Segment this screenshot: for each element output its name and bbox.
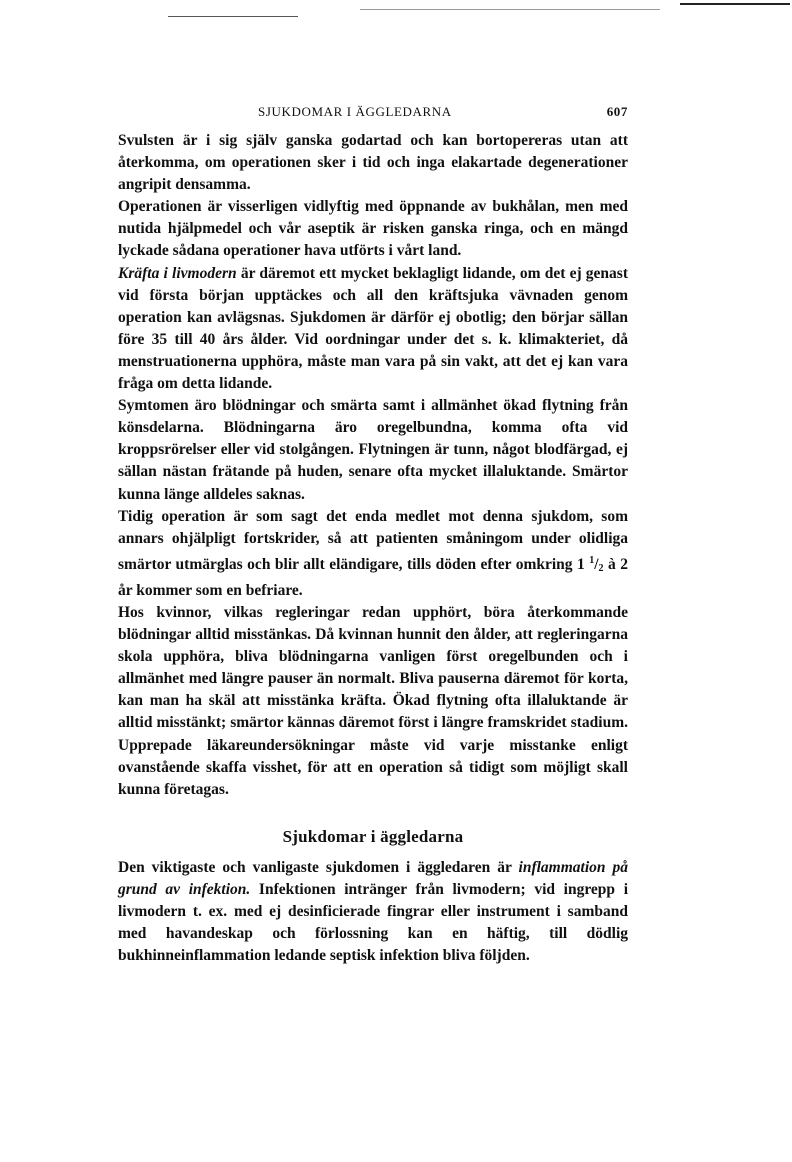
paragraph: [118, 857, 628, 967]
text-segment: 1: [589, 554, 595, 566]
text-segment: Operationen är visserligen vidlyftig med öppnande av bukhålan, men med nutida hjälpmedel och vår aseptik är risken ganska ringa, och en mängd lyckade sådana operationer hava utförts i vårt land.: [118, 198, 628, 260]
paragraph: [118, 263, 628, 396]
book-page: [118, 100, 628, 967]
paragraph: [118, 196, 628, 262]
scan-artifact-line: [168, 16, 298, 17]
page-number: 607: [606, 104, 628, 119]
text-segment: Tidig operation är som sagt det enda medlet mot denna sjukdom, som annars ohjälpligt fortskrider, så att patienten småningom under olidliga smärtor utmärglas och blir allt eländigare, tills döden efter omkring 1: [118, 507, 628, 573]
running-head-title: SJUKDOMAR I ÄGGLEDARNA: [258, 104, 452, 119]
paragraph: [118, 130, 628, 196]
scan-artifact-line: [360, 9, 660, 10]
paragraph: [118, 506, 628, 602]
text-segment: är däremot ett mycket beklagligt lidande, om det ej genast vid första början upptäckes och all den kräftsjuka vävnaden genom operation kan avlägsnas. Sjukdomen är därför ej obotlig; den börjar sällan före 35 till 40 års ålder. Vid oordningar under det s. k. klimakteriet, då menstruationerna upphöra, måste man vara på sin vakt, att det ej kan vara fråga om detta lidande.: [118, 264, 628, 393]
paragraph: [118, 602, 628, 801]
running-head: [118, 100, 628, 120]
italic-phrase: inflammation på grund av infektion.: [118, 858, 628, 898]
body-text: [118, 130, 628, 801]
text-segment: Svulsten är i sig själv ganska godartad och kan bortopereras utan att återkomma, om operationen sker i tid och inga elakartade degenerationer angripit densamma.: [118, 132, 628, 194]
paragraph: [118, 395, 628, 505]
section-heading: Sjukdomar i äggledarna: [282, 826, 464, 846]
text-segment: Hos kvinnor, vilkas regleringar redan upphört, böra återkommande blödningar alltid misstänkas. Då kvinnan hunnit den ålder, att regleringarna skola upphöra, bliva blödningarna vanligen först oregelbunden och i allmänhet med längre pauser än normalt. Bliva pauserna däremot för korta, kan man ha skäl att misstänka kräfta. Ökad flytning ofta illaluktande är alltid misstänkt; smärtor kännas däremot först i längre framskridet stadium. Upprepade läkareundersökningar måste vid varje misstanke enligt ovanstående skaffa visshet, för att en operation så tidigt som möjligt skall kunna företagas.: [118, 603, 628, 798]
text-segment: 2: [598, 562, 604, 574]
text-segment: Infektionen intränger från livmodern; vid ingrepp i livmodern t. ex. med ej desinficierade fingrar eller instrument i samband med havandeskap och förlossning kan en häftig, till dödlig bukhinneinflammation ledande septisk infektion bliva följden.: [118, 880, 628, 965]
text-segment: Den viktigaste och vanligaste sjukdomen i äggledaren är: [118, 858, 519, 876]
section-body-text: [118, 857, 628, 967]
text-segment: à 2 år kommer som en befriare.: [118, 555, 628, 599]
scan-artifact-line: [680, 3, 790, 5]
text-segment: /: [594, 555, 599, 573]
italic-phrase: Kräfta i livmodern: [118, 264, 237, 282]
text-segment: Symtomen äro blödningar och smärta samt i allmänhet ökad flytning från könsdelarna. Blödningarna äro oregelbundna, komma ofta vid kroppsrörelser eller vid stolgången. Flytningen är tunn, något blodfärgad, ej sällan nästan frätande på huden, senare ofta mycket illaluktande. Smärtor kunna länge alldeles saknas.: [118, 397, 628, 503]
